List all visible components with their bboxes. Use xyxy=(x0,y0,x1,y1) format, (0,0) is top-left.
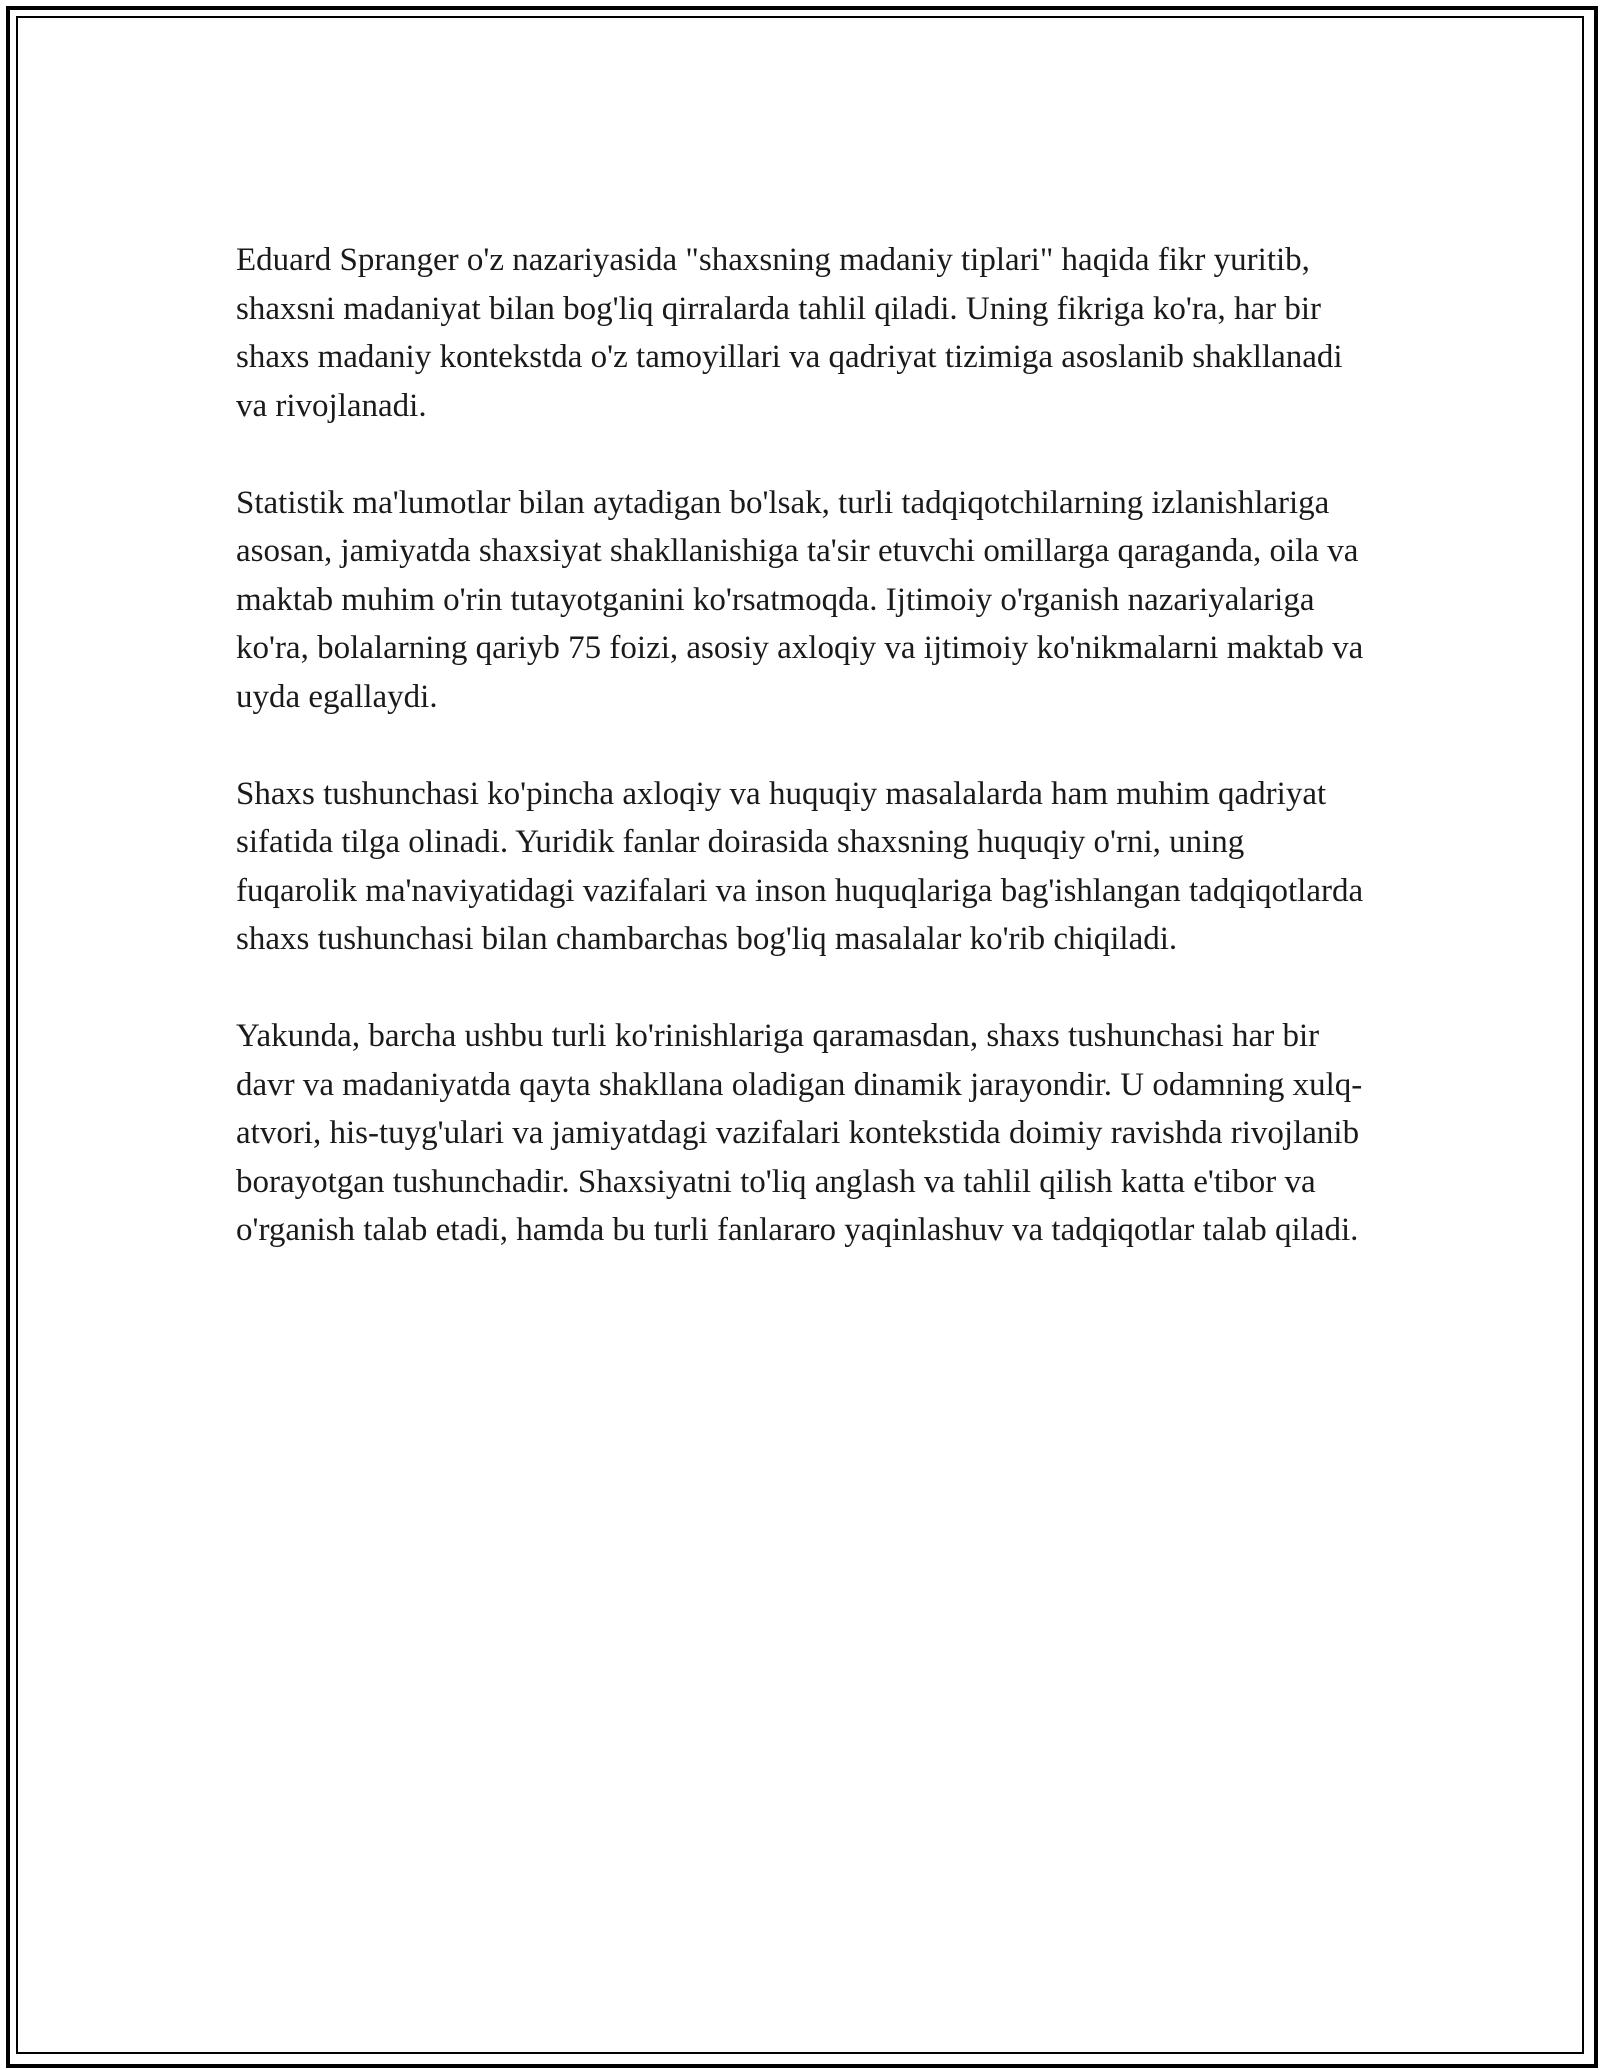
paragraph-2: Statistik ma'lumotlar bilan aytadigan bo'lsak, turli tadqiqotchilarning izlanishlariga asosan, jamiyatda shaxsiyat shakllanishiga ta'sir etuvchi omillarga qaraganda, oila va maktab muhim o'rin tutayotganini ko'rsatmoqda. Ijtimoiy o'rganish nazariyalariga ko'ra, bolalarning qariyb 75 foizi, asosiy axloqiy va ijtimoiy ko'nikmalarni maktab va uyda egallaydi. xyxy=(236,484,1364,715)
document-body xyxy=(236,236,1370,1303)
paragraph-3: Shaxs tushunchasi ko'pincha axloqiy va huquqiy masalalarda ham muhim qadriyat sifatida tilga olinadi. Yuridik fanlar doirasida shaxsning huquqiy o'rni, uning fuqarolik ma'naviyatidagi vazifalari va inson huquqlariga bag'ishlangan tadqiqotlarda shaxs tushunchasi bilan chambarchas bog'liq masalalar ko'rib chiqiladi. xyxy=(236,775,1364,957)
paragraph-1: Eduard Spranger o'z nazariyasida "shaxsning madaniy tiplari" haqida fikr yuritib, shaxsni madaniyat bilan bog'liq qirralarda tahlil qiladi. Uning fikriga ko'ra, har bir shaxs madaniy kontekstda o'z tamoyillari va qadriyat tizimiga asoslanib shakllanadi va rivojlanadi. xyxy=(236,242,1343,424)
paragraph-4: Yakunda, barcha ushbu turli ko'rinishlariga qaramasdan, shaxs tushunchasi har bir davr va madaniyatda qayta shakllana oladigan dinamik jarayondir. U odamning xulq-atvori, his-tuyg'ulari va jamiyatdagi vazifalari kontekstida doimiy ravishda rivojlanib borayotgan tushunchadir. Shaxsiyatni to'liq anglash va tahlil qilish katta e'tibor va o'rganish talab etadi, hamda bu turli fanlararo yaqinlashuv va tadqiqotlar talab qiladi. xyxy=(236,1018,1363,1248)
